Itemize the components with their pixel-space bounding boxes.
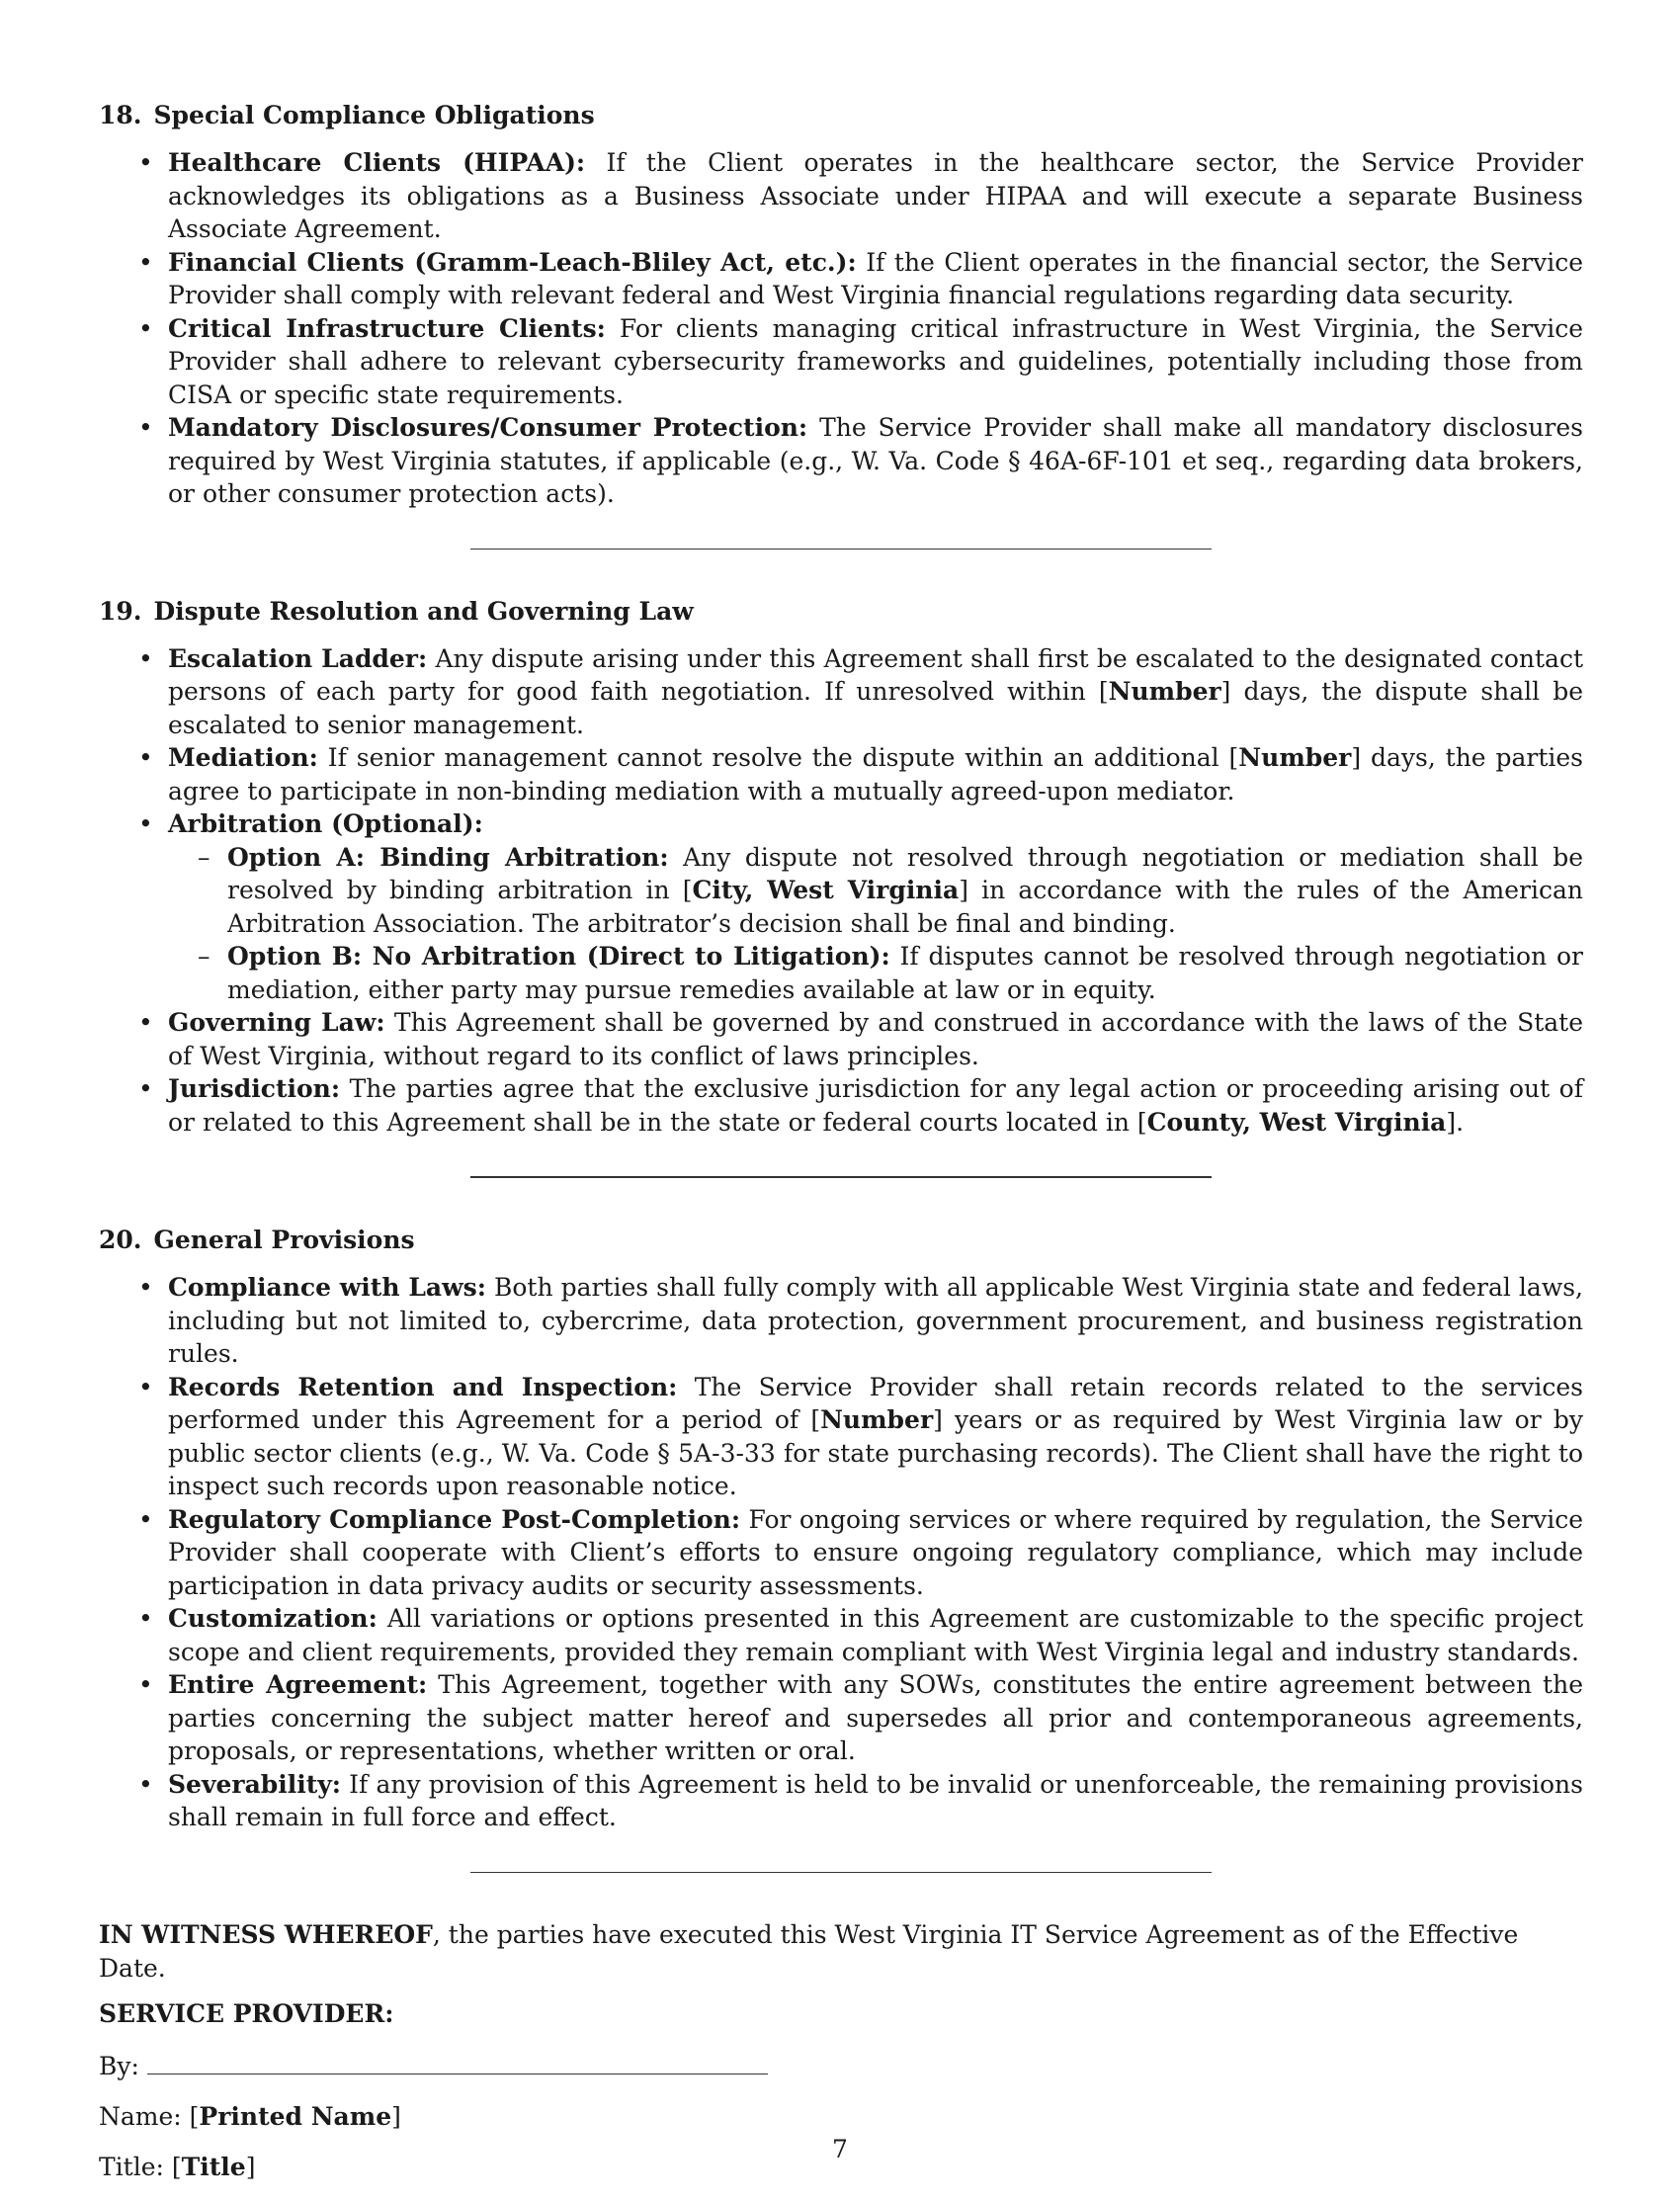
list-item [99, 1668, 1583, 1768]
list-item [99, 1006, 1583, 1072]
item-text: ] days, the dispute shall be escalated to senior management. [168, 677, 1583, 739]
item-text: Both parties shall fully comply with all applicable West Virginia state and federal laws, including but not limited to, cybercrime, data protection, government procurement, and business registration rules. [168, 1273, 1583, 1368]
list-item [99, 146, 1583, 246]
section-title [99, 595, 1583, 629]
item-text: ] years or as required by West Virginia law or by public sector clients (e.g., W. Va. Code § 5A-3-33 for state purchasing records). The Client shall have the right to inspect such records upon reasonable notice. [168, 1405, 1583, 1500]
item-text: If disputes cannot be resolved through negotiation or mediation, either party may pursue remedies available at law or in equity. [227, 942, 1583, 1004]
section-list [99, 146, 1583, 511]
placeholder-field: Number [820, 1405, 934, 1434]
section-heading: General Provisions [153, 1226, 415, 1254]
sub-list [168, 841, 1583, 1007]
witness-clause [99, 1918, 1583, 1986]
section-heading: Special Compliance Obligations [153, 101, 595, 129]
placeholder-field: Number [1238, 743, 1352, 772]
list-item [99, 1602, 1583, 1668]
placeholder-field: Number [1108, 677, 1221, 706]
item-text: For clients managing critical infrastructure in West Virginia, the Service Provider shall adhere to relevant cybersecurity frameworks and guidelines, potentially including those from CISA or specific state requirements. [168, 313, 1584, 409]
item-label: Regulatory Compliance Post-Completion: [168, 1504, 741, 1534]
witness-text: , the parties have executed this West Virginia IT Service Agreement as of the Effective Date. [99, 1919, 1519, 1983]
item-label: Entire Agreement: [168, 1670, 428, 1699]
section-heading: Dispute Resolution and Governing Law [153, 596, 694, 626]
item-text: The parties agree that the exclusive jurisdiction for any legal action or proceeding arising out of or related to this Agreement shall be in the state or federal courts located in [ [168, 1074, 1583, 1137]
item-label: Option A: Binding Arbitration: [227, 842, 669, 872]
item-label: Mandatory Disclosures/Consumer Protection: [168, 413, 808, 442]
signature-title-line: Title: [Title] [99, 2152, 256, 2181]
document-page [99, 99, 1583, 2201]
item-text: This Agreement, together with any SOWs, constitutes the entire agreement between the parties concerning the subject matter hereof and supersedes all prior and contemporaneous agreements, proposals, or representations, whether written or oral. [168, 1670, 1583, 1765]
list-item [99, 1768, 1583, 1834]
item-label: Records Retention and Inspection: [168, 1372, 678, 1401]
section-number: 18. [99, 101, 142, 129]
item-text: All variations or options presented in this Agreement are customizable to the specific project scope and client requirements, provided they remain compliant with West Virginia legal and industry standards. [168, 1604, 1583, 1666]
item-label: Option B: No Arbitration (Direct to Litigation): [227, 942, 890, 971]
item-label: Severability: [168, 1769, 342, 1799]
sub-list-item [168, 940, 1583, 1006]
section-divider [470, 1872, 1212, 1873]
item-text: If senior management cannot resolve the dispute within an additional [ [317, 743, 1239, 772]
placeholder-field: County, West Virginia [1146, 1107, 1447, 1137]
list-item [99, 312, 1583, 412]
item-label: Healthcare Clients (HIPAA): [168, 148, 586, 177]
item-text: ]. [1446, 1107, 1465, 1137]
item-text: Any dispute arising under this Agreement shall first be escalated to the designated contact persons of each party for good faith negotiation. If unresolved within [ [168, 643, 1583, 706]
item-label: Critical Infrastructure Clients: [168, 313, 606, 343]
item-text: ] days, the parties agree to participate in non-binding mediation with a mutually agreed-upon mediator. [168, 743, 1583, 805]
signature-by-line [99, 2050, 1583, 2083]
by-label: By: [99, 2051, 139, 2080]
section-divider [470, 1176, 1212, 1178]
item-label: Mediation: [168, 743, 318, 772]
list-item [99, 1072, 1583, 1139]
item-text: If the Client operates in the financial sector, the Service Provider shall comply with relevant federal and West Virginia financial regulations regarding data security. [168, 247, 1583, 309]
title-label: Title: [99, 2152, 172, 2181]
placeholder-field: Title [181, 2152, 246, 2181]
section-divider [470, 549, 1212, 550]
placeholder-field: Printed Name [199, 2101, 392, 2131]
item-label: Financial Clients (Gramm-Leach-Bliley Act, etc.): [168, 247, 857, 277]
list-item [99, 741, 1583, 807]
signature-field[interactable] [147, 2054, 768, 2074]
section-list [99, 1271, 1583, 1834]
section-title [99, 99, 1583, 132]
signature-name-line: Name: [Printed Name] [99, 2101, 401, 2131]
list-item [99, 246, 1583, 312]
item-text: If any provision of this Agreement is held to be invalid or unenforceable, the remaining provisions shall remain in full force and effect. [168, 1769, 1583, 1831]
item-label: Customization: [168, 1604, 378, 1633]
item-text: The Service Provider shall retain records related to the services performed under this Agreement for a period of [ [168, 1372, 1583, 1434]
item-label: Compliance with Laws: [168, 1273, 486, 1302]
list-item [99, 807, 1583, 1006]
item-label: Arbitration (Optional): [168, 809, 483, 838]
list-item [99, 411, 1583, 511]
item-text: Any dispute not resolved through negotiation or mediation shall be resolved by binding arbitration in [ [227, 842, 1584, 904]
placeholder-field: City, West Virginia [692, 876, 960, 904]
item-text: The Service Provider shall make all mandatory disclosures required by West Virginia statutes, if applicable (e.g., W. Va. Code § 46A-6F-101 et seq., regarding data brokers, or other consumer protection acts). [168, 413, 1583, 508]
item-label: Jurisdiction: [168, 1074, 341, 1103]
item-label: Governing Law: [168, 1008, 385, 1037]
sub-list-item [168, 841, 1583, 941]
service-provider-heading: SERVICE PROVIDER: [99, 1998, 394, 2028]
section-list [99, 642, 1583, 1140]
item-label: Escalation Ladder: [168, 643, 428, 673]
item-text: For ongoing services or where required by regulation, the Service Provider shall cooperate with Client’s efforts to ensure ongoing regulatory compliance, which may include participation in data privacy audits or security assessments. [168, 1504, 1583, 1600]
witness-bold: IN WITNESS WHEREOF [99, 1919, 433, 1949]
section-number: 19. [99, 596, 142, 626]
list-item [99, 1503, 1583, 1603]
section-title [99, 1224, 1583, 1257]
item-text: If the Client operates in the healthcare sector, the Service Provider acknowledges its obligations as a Business Associate under HIPAA and will execute a separate Business Associate Agreement. [168, 148, 1583, 243]
list-item [99, 1371, 1583, 1503]
list-item [99, 642, 1583, 742]
section-number: 20. [99, 1226, 142, 1254]
item-text: This Agreement shall be governed by and construed in accordance with the laws of the State of West Virginia, without regard to its conflict of laws principles. [168, 1008, 1583, 1070]
item-text: ] in accordance with the rules of the American Arbitration Association. The arbitrator’s decision shall be final and binding. [227, 876, 1583, 938]
name-label: Name: [99, 2101, 190, 2131]
list-item [99, 1271, 1583, 1371]
page-number: 7 [832, 2135, 848, 2163]
